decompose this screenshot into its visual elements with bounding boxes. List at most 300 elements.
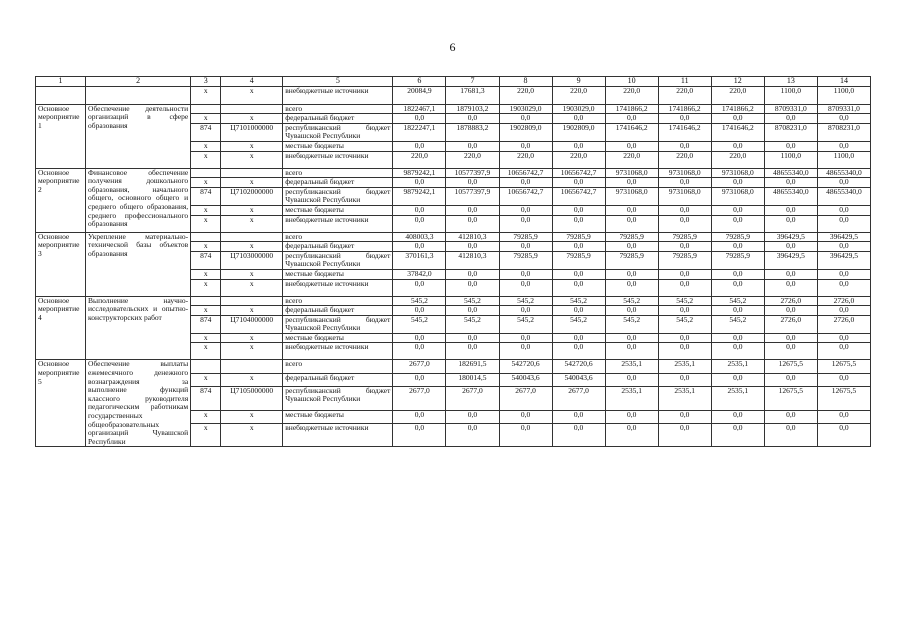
code-cell — [221, 168, 283, 178]
code-cell: x — [191, 411, 221, 424]
value-cell: 545,2 — [552, 315, 605, 333]
code-cell — [191, 232, 221, 242]
value-cell: 9731068,0 — [605, 187, 658, 205]
event-label: Основное мероприятие 4 — [36, 296, 86, 360]
value-cell: 0,0 — [446, 114, 499, 124]
value-cell: 396429,5 — [817, 251, 870, 269]
value-cell: 0,0 — [446, 424, 499, 447]
code-cell: 874 — [191, 187, 221, 205]
value-cell: 8708231,0 — [817, 123, 870, 141]
value-cell: 0,0 — [817, 424, 870, 447]
value-cell: 0,0 — [393, 205, 446, 215]
table-row — [36, 86, 871, 104]
value-cell: 0,0 — [711, 215, 764, 232]
value-cell: 2726,0 — [817, 296, 870, 306]
code-cell — [221, 232, 283, 242]
value-cell: 0,0 — [817, 242, 870, 252]
column-number: 8 — [499, 77, 552, 87]
value-cell: 9731068,0 — [658, 187, 711, 205]
value-cell: 0,0 — [817, 333, 870, 343]
value-cell: 79285,9 — [605, 251, 658, 269]
value-cell: 2677,0 — [393, 386, 446, 411]
value-cell: 0,0 — [552, 269, 605, 279]
value-cell: 0,0 — [764, 215, 817, 232]
value-cell: 545,2 — [605, 296, 658, 306]
value-cell: 1822247,1 — [393, 123, 446, 141]
code-cell — [221, 104, 283, 114]
value-cell: 0,0 — [764, 269, 817, 279]
code-cell: Ц7101000000 — [221, 123, 283, 141]
value-cell: 2726,0 — [764, 315, 817, 333]
value-cell: 0,0 — [817, 306, 870, 316]
value-cell: 0,0 — [711, 242, 764, 252]
value-cell: 48655340,0 — [817, 168, 870, 178]
value-cell: 12675,5 — [817, 386, 870, 411]
value-cell: 0,0 — [552, 178, 605, 188]
code-cell: Ц7103000000 — [221, 251, 283, 269]
value-cell: 2677,0 — [552, 386, 605, 411]
value-cell: 9731068,0 — [658, 168, 711, 178]
value-cell: 0,0 — [446, 215, 499, 232]
column-number: 5 — [283, 77, 393, 87]
column-number: 11 — [658, 77, 711, 87]
value-cell: 0,0 — [658, 242, 711, 252]
value-cell: 0,0 — [552, 114, 605, 124]
value-cell: 2535,1 — [658, 360, 711, 373]
event-label: Основное мероприятие 5 — [36, 360, 86, 447]
value-cell: 1741646,2 — [605, 123, 658, 141]
value-cell: 2677,0 — [393, 360, 446, 373]
table-row — [36, 104, 871, 114]
value-cell: 0,0 — [658, 178, 711, 188]
event-description: Обеспечение выплаты ежемесячного денежного вознаграждения за выполнение функций классного руководителя педагогическим работникам государственных общеобразовательных организаций Чувашской Республики — [86, 360, 191, 447]
source-cell: всего — [283, 168, 393, 178]
value-cell: 0,0 — [711, 269, 764, 279]
value-cell: 220,0 — [658, 86, 711, 104]
value-cell: 0,0 — [393, 114, 446, 124]
code-cell: x — [191, 269, 221, 279]
code-cell: 874 — [191, 315, 221, 333]
column-number: 14 — [817, 77, 870, 87]
value-cell: 220,0 — [552, 151, 605, 168]
value-cell: 0,0 — [446, 411, 499, 424]
value-cell: 48655340,0 — [764, 187, 817, 205]
value-cell: 0,0 — [552, 205, 605, 215]
value-cell: 0,0 — [764, 333, 817, 343]
value-cell: 0,0 — [393, 242, 446, 252]
value-cell: 545,2 — [605, 315, 658, 333]
value-cell: 9731068,0 — [711, 168, 764, 178]
value-cell: 0,0 — [711, 411, 764, 424]
source-cell: внебюджетные источники — [283, 424, 393, 447]
value-cell: 0,0 — [764, 306, 817, 316]
code-cell: x — [191, 215, 221, 232]
value-cell: 0,0 — [764, 114, 817, 124]
value-cell: 0,0 — [817, 205, 870, 215]
code-cell — [191, 360, 221, 373]
value-cell: 0,0 — [764, 343, 817, 360]
code-cell: x — [221, 333, 283, 343]
value-cell: 0,0 — [711, 141, 764, 151]
source-cell: республиканский бюджет Чувашской Республики — [283, 123, 393, 141]
value-cell: 545,2 — [393, 315, 446, 333]
value-cell: 1879103,2 — [446, 104, 499, 114]
value-cell: 0,0 — [552, 242, 605, 252]
code-cell: x — [191, 424, 221, 447]
value-cell: 0,0 — [658, 269, 711, 279]
value-cell: 0,0 — [605, 343, 658, 360]
value-cell: 545,2 — [552, 296, 605, 306]
source-cell: местные бюджеты — [283, 411, 393, 424]
value-cell: 412810,3 — [446, 251, 499, 269]
value-cell: 0,0 — [817, 215, 870, 232]
value-cell: 0,0 — [446, 242, 499, 252]
value-cell: 542720,6 — [499, 360, 552, 373]
value-cell: 79285,9 — [658, 251, 711, 269]
value-cell: 1100,0 — [764, 86, 817, 104]
value-cell: 0,0 — [446, 279, 499, 296]
value-cell: 0,0 — [552, 424, 605, 447]
value-cell: 79285,9 — [499, 232, 552, 242]
value-cell: 2677,0 — [499, 386, 552, 411]
value-cell: 0,0 — [393, 424, 446, 447]
value-cell: 0,0 — [658, 215, 711, 232]
event-label: Основное мероприятие 3 — [36, 232, 86, 296]
value-cell: 0,0 — [552, 215, 605, 232]
column-number: 4 — [221, 77, 283, 87]
value-cell: 79285,9 — [658, 232, 711, 242]
value-cell: 9879242,1 — [393, 187, 446, 205]
value-cell: 1741866,2 — [605, 104, 658, 114]
event-description: Укрепление материально-технической базы объектов образования — [86, 232, 191, 296]
value-cell: 0,0 — [817, 269, 870, 279]
value-cell: 396429,5 — [764, 232, 817, 242]
code-cell: 874 — [191, 123, 221, 141]
value-cell: 220,0 — [552, 86, 605, 104]
value-cell: 0,0 — [605, 333, 658, 343]
value-cell: 0,0 — [764, 242, 817, 252]
value-cell: 0,0 — [711, 373, 764, 386]
value-cell: 545,2 — [499, 296, 552, 306]
value-cell: 0,0 — [817, 141, 870, 151]
value-cell: 0,0 — [764, 141, 817, 151]
value-cell: 0,0 — [764, 205, 817, 215]
source-cell: внебюджетные источники — [283, 86, 393, 104]
value-cell: 0,0 — [605, 424, 658, 447]
value-cell: 0,0 — [393, 306, 446, 316]
value-cell: 0,0 — [499, 215, 552, 232]
value-cell: 9879242,1 — [393, 168, 446, 178]
value-cell: 0,0 — [605, 114, 658, 124]
value-cell: 545,2 — [711, 296, 764, 306]
value-cell: 0,0 — [658, 114, 711, 124]
source-cell: всего — [283, 232, 393, 242]
value-cell: 0,0 — [711, 424, 764, 447]
value-cell: 12675,5 — [764, 386, 817, 411]
code-cell: Ц7105000000 — [221, 386, 283, 411]
value-cell: 396429,5 — [764, 251, 817, 269]
value-cell: 79285,9 — [552, 251, 605, 269]
value-cell: 2535,1 — [711, 360, 764, 373]
code-cell — [191, 104, 221, 114]
value-cell: 1822467,1 — [393, 104, 446, 114]
value-cell: 2535,1 — [605, 386, 658, 411]
value-cell: 0,0 — [499, 178, 552, 188]
value-cell: 0,0 — [552, 333, 605, 343]
value-cell: 1902809,0 — [499, 123, 552, 141]
code-cell: x — [191, 151, 221, 168]
value-cell: 0,0 — [552, 343, 605, 360]
code-cell: x — [221, 424, 283, 447]
code-cell — [221, 296, 283, 306]
value-cell: 545,2 — [658, 296, 711, 306]
code-cell: x — [221, 306, 283, 316]
header-row — [36, 77, 871, 87]
value-cell: 0,0 — [605, 279, 658, 296]
code-cell: x — [221, 373, 283, 386]
code-cell: x — [221, 141, 283, 151]
value-cell: 0,0 — [817, 373, 870, 386]
value-cell: 0,0 — [552, 141, 605, 151]
column-number: 13 — [764, 77, 817, 87]
value-cell: 1741866,2 — [658, 104, 711, 114]
value-cell: 545,2 — [446, 296, 499, 306]
value-cell: 220,0 — [393, 151, 446, 168]
value-cell: 0,0 — [499, 242, 552, 252]
value-cell: 1100,0 — [764, 151, 817, 168]
value-cell: 0,0 — [446, 333, 499, 343]
value-cell: 2677,0 — [446, 386, 499, 411]
code-cell: x — [191, 279, 221, 296]
value-cell: 10656742,7 — [499, 187, 552, 205]
code-cell: 874 — [191, 386, 221, 411]
value-cell: 0,0 — [658, 141, 711, 151]
value-cell: 0,0 — [499, 333, 552, 343]
code-cell: x — [191, 242, 221, 252]
value-cell: 0,0 — [605, 411, 658, 424]
source-cell: внебюджетные источники — [283, 279, 393, 296]
value-cell: 0,0 — [552, 279, 605, 296]
value-cell: 180014,5 — [446, 373, 499, 386]
value-cell: 12675,5 — [764, 360, 817, 373]
source-cell: республиканский бюджет Чувашской Республики — [283, 315, 393, 333]
value-cell: 0,0 — [393, 411, 446, 424]
value-cell: 0,0 — [658, 333, 711, 343]
value-cell: 0,0 — [764, 424, 817, 447]
value-cell: 0,0 — [446, 269, 499, 279]
value-cell: 0,0 — [817, 411, 870, 424]
value-cell: 412810,3 — [446, 232, 499, 242]
value-cell: 370161,3 — [393, 251, 446, 269]
column-number: 6 — [393, 77, 446, 87]
value-cell: 0,0 — [446, 205, 499, 215]
value-cell: 0,0 — [817, 178, 870, 188]
code-cell: x — [221, 269, 283, 279]
value-cell: 0,0 — [446, 306, 499, 316]
code-cell: x — [191, 205, 221, 215]
value-cell: 0,0 — [711, 279, 764, 296]
value-cell: 0,0 — [817, 343, 870, 360]
value-cell: 0,0 — [658, 411, 711, 424]
value-cell: 0,0 — [764, 178, 817, 188]
value-cell: 0,0 — [711, 114, 764, 124]
column-number: 9 — [552, 77, 605, 87]
source-cell: федеральный бюджет — [283, 373, 393, 386]
source-cell: всего — [283, 104, 393, 114]
code-cell: x — [221, 215, 283, 232]
value-cell: 408003,3 — [393, 232, 446, 242]
value-cell: 220,0 — [499, 86, 552, 104]
value-cell: 0,0 — [711, 343, 764, 360]
value-cell: 0,0 — [711, 178, 764, 188]
value-cell: 10656742,7 — [552, 187, 605, 205]
value-cell: 10577397,9 — [446, 187, 499, 205]
value-cell: 0,0 — [499, 114, 552, 124]
value-cell: 545,2 — [499, 315, 552, 333]
value-cell: 220,0 — [711, 151, 764, 168]
budget-table — [35, 76, 871, 447]
event-label: Основное мероприятие 1 — [36, 104, 86, 168]
table-row — [36, 296, 871, 306]
value-cell: 0,0 — [393, 215, 446, 232]
value-cell: 0,0 — [658, 279, 711, 296]
value-cell: 0,0 — [711, 205, 764, 215]
code-cell — [191, 296, 221, 306]
value-cell: 1100,0 — [817, 86, 870, 104]
value-cell: 0,0 — [499, 279, 552, 296]
value-cell: 0,0 — [499, 205, 552, 215]
column-number: 2 — [86, 77, 191, 87]
value-cell: 0,0 — [393, 141, 446, 151]
code-cell — [221, 360, 283, 373]
value-cell: 0,0 — [499, 343, 552, 360]
value-cell: 0,0 — [711, 306, 764, 316]
table-row — [36, 360, 871, 373]
value-cell: 0,0 — [658, 205, 711, 215]
value-cell: 2535,1 — [605, 360, 658, 373]
value-cell: 0,0 — [605, 306, 658, 316]
value-cell: 0,0 — [711, 333, 764, 343]
source-cell: республиканский бюджет Чувашской Республики — [283, 187, 393, 205]
event-description: Выполнение научно-исследовательских и опытно-конструкторских работ — [86, 296, 191, 360]
value-cell: 1878883,2 — [446, 123, 499, 141]
value-cell: 37842,0 — [393, 269, 446, 279]
code-cell: x — [221, 242, 283, 252]
table-row — [36, 232, 871, 242]
code-cell: x — [191, 178, 221, 188]
value-cell: 79285,9 — [605, 232, 658, 242]
value-cell: 0,0 — [605, 141, 658, 151]
source-cell: местные бюджеты — [283, 269, 393, 279]
value-cell: 0,0 — [817, 279, 870, 296]
value-cell: 9731068,0 — [605, 168, 658, 178]
value-cell: 79285,9 — [711, 251, 764, 269]
value-cell: 1100,0 — [817, 151, 870, 168]
value-cell: 0,0 — [393, 178, 446, 188]
source-cell: всего — [283, 360, 393, 373]
code-cell: x — [191, 333, 221, 343]
value-cell: 0,0 — [605, 215, 658, 232]
code-cell: x — [221, 205, 283, 215]
value-cell: 396429,5 — [817, 232, 870, 242]
value-cell: 0,0 — [658, 373, 711, 386]
code-cell — [191, 168, 221, 178]
value-cell: 0,0 — [393, 373, 446, 386]
value-cell: 10656742,7 — [552, 168, 605, 178]
value-cell: 0,0 — [499, 306, 552, 316]
value-cell: 0,0 — [393, 279, 446, 296]
value-cell: 220,0 — [605, 151, 658, 168]
value-cell: 0,0 — [658, 424, 711, 447]
source-cell: всего — [283, 296, 393, 306]
value-cell: 12675,5 — [817, 360, 870, 373]
value-cell: 545,2 — [393, 296, 446, 306]
value-cell: 9731068,0 — [711, 187, 764, 205]
value-cell: 2726,0 — [817, 315, 870, 333]
source-cell: местные бюджеты — [283, 141, 393, 151]
code-cell: x — [191, 306, 221, 316]
source-cell: внебюджетные источники — [283, 151, 393, 168]
value-cell: 8708231,0 — [764, 123, 817, 141]
value-cell: 540043,6 — [499, 373, 552, 386]
value-cell: 220,0 — [605, 86, 658, 104]
code-cell: 874 — [191, 251, 221, 269]
code-cell: Ц7102000000 — [221, 187, 283, 205]
value-cell: 0,0 — [499, 141, 552, 151]
source-cell: внебюджетные источники — [283, 343, 393, 360]
source-cell: местные бюджеты — [283, 333, 393, 343]
source-cell: республиканский бюджет Чувашской Республики — [283, 386, 393, 411]
value-cell: 79285,9 — [711, 232, 764, 242]
value-cell: 20084,9 — [393, 86, 446, 104]
source-cell: федеральный бюджет — [283, 242, 393, 252]
value-cell: 17681,3 — [446, 86, 499, 104]
code-cell: x — [191, 114, 221, 124]
value-cell: 0,0 — [499, 269, 552, 279]
value-cell: 1903029,0 — [499, 104, 552, 114]
value-cell: 0,0 — [605, 242, 658, 252]
value-cell: 0,0 — [499, 411, 552, 424]
value-cell: 79285,9 — [552, 232, 605, 242]
value-cell: 10577397,9 — [446, 168, 499, 178]
value-cell: 2535,1 — [658, 386, 711, 411]
value-cell: 0,0 — [764, 411, 817, 424]
page-number: 6 — [449, 40, 456, 54]
value-cell: 0,0 — [446, 141, 499, 151]
value-cell: 2726,0 — [764, 296, 817, 306]
code-cell: x — [221, 151, 283, 168]
source-cell: федеральный бюджет — [283, 114, 393, 124]
source-cell: внебюджетные источники — [283, 215, 393, 232]
value-cell: 0,0 — [446, 343, 499, 360]
value-cell: 1902809,0 — [552, 123, 605, 141]
value-cell: 1741866,2 — [711, 104, 764, 114]
source-cell: республиканский бюджет Чувашской Республики — [283, 251, 393, 269]
column-number: 1 — [36, 77, 86, 87]
event-description: Обеспечение деятельности организаций в сфере образования — [86, 104, 191, 168]
value-cell: 220,0 — [711, 86, 764, 104]
value-cell: 0,0 — [393, 333, 446, 343]
value-cell: 220,0 — [658, 151, 711, 168]
value-cell: 79285,9 — [499, 251, 552, 269]
value-cell: 0,0 — [605, 373, 658, 386]
value-cell: 0,0 — [552, 411, 605, 424]
empty-cell — [86, 86, 191, 104]
value-cell: 48655340,0 — [817, 187, 870, 205]
value-cell: 220,0 — [499, 151, 552, 168]
value-cell: 2535,1 — [711, 386, 764, 411]
code-cell: x — [221, 343, 283, 360]
